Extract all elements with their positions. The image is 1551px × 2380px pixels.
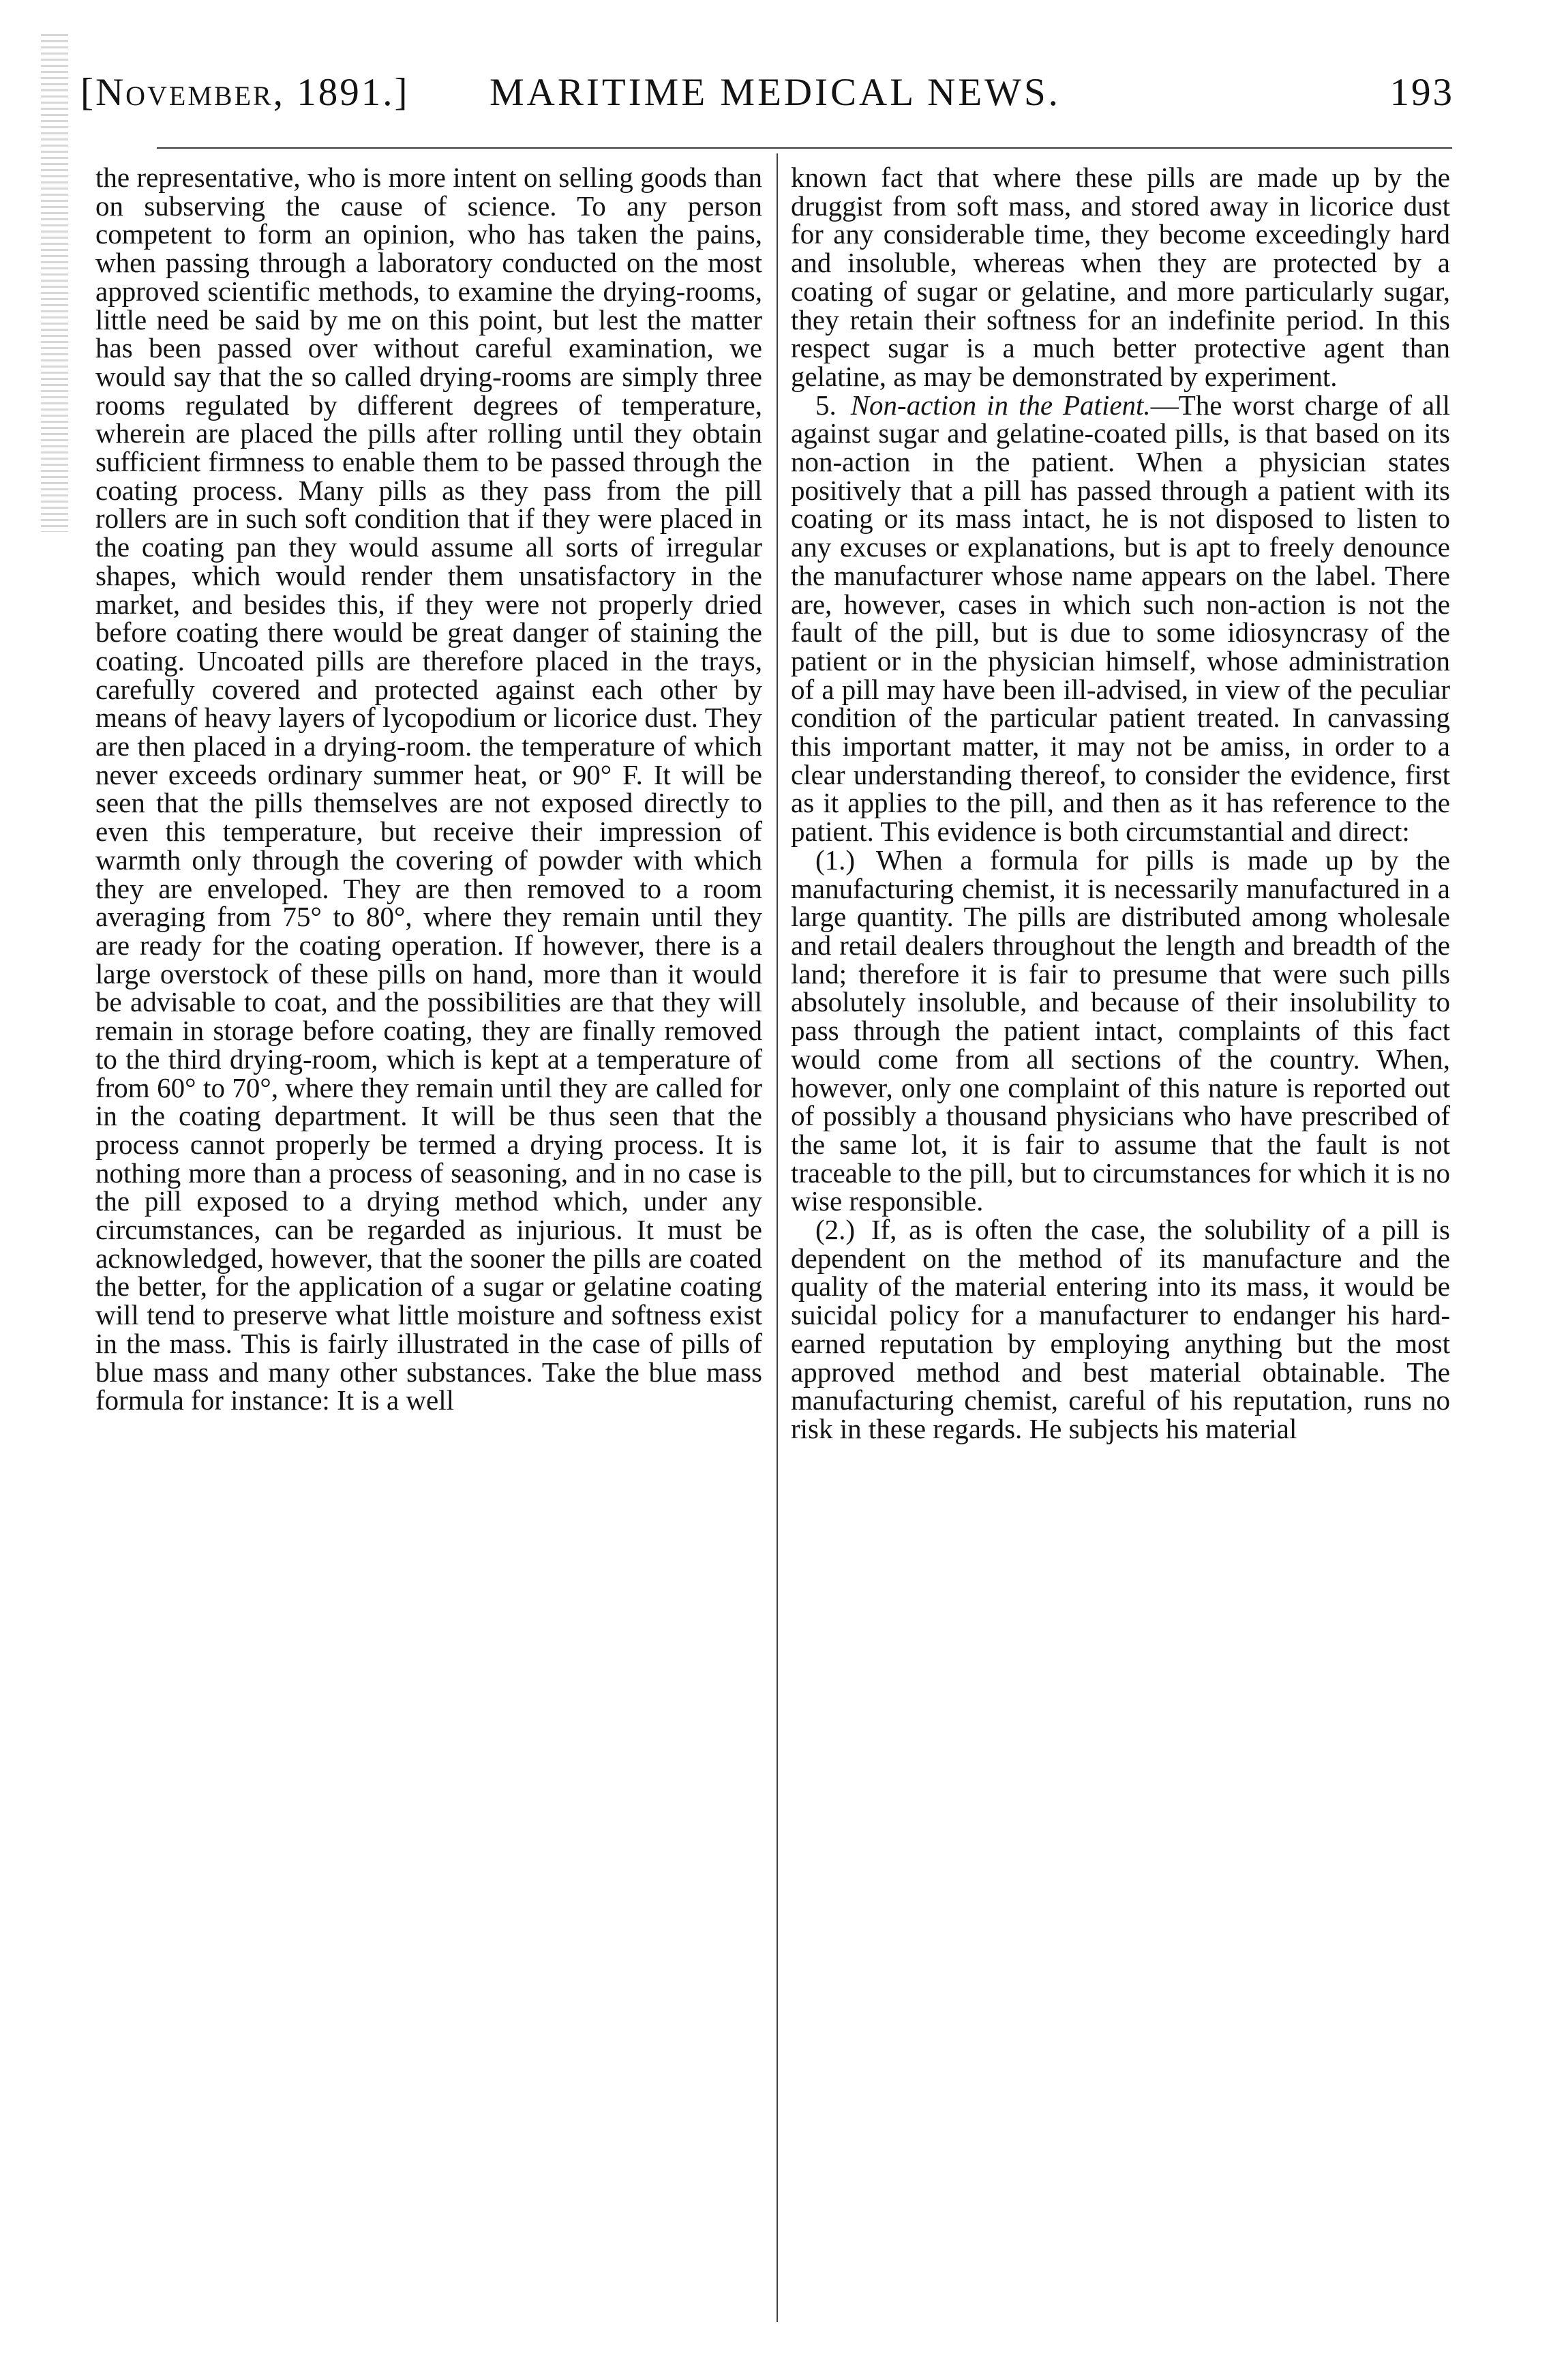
section-number: 5. — [815, 389, 837, 421]
page-number: 193 — [1389, 71, 1454, 114]
item-number: (2.) — [815, 1214, 856, 1246]
item-2-paragraph — [791, 1216, 1450, 1444]
left-column — [95, 164, 762, 1415]
column-divider — [777, 153, 778, 2322]
item-text: If, as is often the case, the solubility of a pill is dependent on the method of its manufacture and the quality of the material entering into its mass, it would be suicidal policy for a manufacturer to endanger his hard-earned reputation by employing anything but the most approved method and best material obtainable. The manufacturing chemist, careful of his reputation, runs no risk in these regards. He subjects his material — [791, 1214, 1450, 1444]
item-text: When a formula for pills is made up by the manufacturing chemist, it is necessarily manufactured in a large quantity. The pills are distributed among wholesale and retail dealers throughout the length and breadth of the land; therefore it is fair to presume that were such pills absolutely insoluble, and because of their insolubility to pass through the patient intact, complaints of this fact would come from all sections of the country. When, however, only one complaint of this nature is reported out of possibly a thousand physicians who have prescribed of the same lot, it is fair to assume that the fault is not traceable to the pill, but to circumstances for which it is no wise responsible. — [791, 844, 1450, 1217]
journal-title: MARITIME MEDICAL NEWS. — [490, 71, 1061, 114]
section-5-paragraph — [791, 391, 1450, 846]
item-number: (1.) — [815, 844, 856, 876]
header-rule — [157, 147, 1452, 149]
item-1-paragraph — [791, 846, 1450, 1216]
scan-margin-artifact — [41, 34, 68, 532]
right-column — [791, 164, 1450, 1444]
issue-date: [November, 1891.] — [80, 71, 410, 114]
section-heading: Non-action in the Patient. — [850, 389, 1151, 421]
running-head — [80, 65, 1454, 120]
right-intro-paragraph: known fact that where these pills are made up by the druggist from soft mass, and stored away in licorice dust for any considerable time, they become exceedingly hard and insoluble, whereas when they are protected by a coating of sugar or gelatine, and more particularly sugar, they retain their softness for an indefinite period. In this respect sugar is a much better protective agent than gelatine, as may be demonstrated by experiment. — [791, 162, 1450, 392]
left-paragraph: the representative, who is more intent on selling goods than on subserving the cause of science. To any person competent to form an opinion, who has taken the pains, when passing through a laboratory conducted on the most approved scientific methods, to examine the drying-rooms, little need be said by me on this point, but lest the matter has been passed over without careful examination, we would say that the so called drying-rooms are simply three rooms regulated by different degrees of temperature, wherein are placed the pills after rolling until they obtain sufficient firmness to enable them to be passed through the coating process. Many pills as they pass from the pill rollers are in such soft condition that if they were placed in the coating pan they would assume all sorts of irregular shapes, which would render them unsatisfactory in the market, and besides this, if they were not properly dried before coating there would be great danger of staining the coating. Uncoated pills are therefore placed in the trays, carefully covered and protected against each other by means of heavy layers of lycopodium or licorice dust. They are then placed in a drying-room. the temperature of which never exceeds ordinary summer heat, or 90° F. It will be seen that the pills themselves are not exposed directly to even this temperature, but receive their impression of warmth only through the covering of powder with which they are enveloped. They are then removed to a room averaging from 75° to 80°, where they remain until they are ready for the coating operation. If however, there is a large overstock of these pills on hand, more than it would be advisable to coat, and the possibilities are that they will remain in storage before coating, they are finally removed to the third drying-room, which is kept at a temperature of from 60° to 70°, where they remain until they are called for in the coating department. It will be thus seen that the process cannot properly be termed a drying process. It is nothing more than a process of seasoning, and in no case is the pill exposed to a drying method which, under any circumstances, can be regarded as injurious. It must be acknowledged, however, that the sooner the pills are coated the better, for the application of a sugar or gelatine coating will tend to preserve what little moisture and softness exist in the mass. This is fairly illustrated in the case of pills of blue mass and many other substances. Take the blue mass formula for instance: It is a well — [95, 162, 762, 1416]
section-text: —The worst charge of all against sugar and gelatine-coated pills, is that based on its non-action in the patient. When a physician states positively that a pill has passed through a patient with its coating or its mass intact, he is not disposed to listen to any excuses or explanations, but is apt to freely denounce the manufacturer whose name appears on the label. There are, however, cases in which such non-action is not the fault of the pill, but is due to some idiosyncrasy of the patient or in the physician himself, whose administration of a pill may have been ill-advised, in view of the peculiar condition of the particular patient treated. In canvassing this important matter, it may not be amiss, in order to a clear understanding thereof, to consider the evidence, first as it applies to the pill, and then as it has reference to the patient. This evidence is both circumstantial and direct: — [791, 389, 1450, 848]
